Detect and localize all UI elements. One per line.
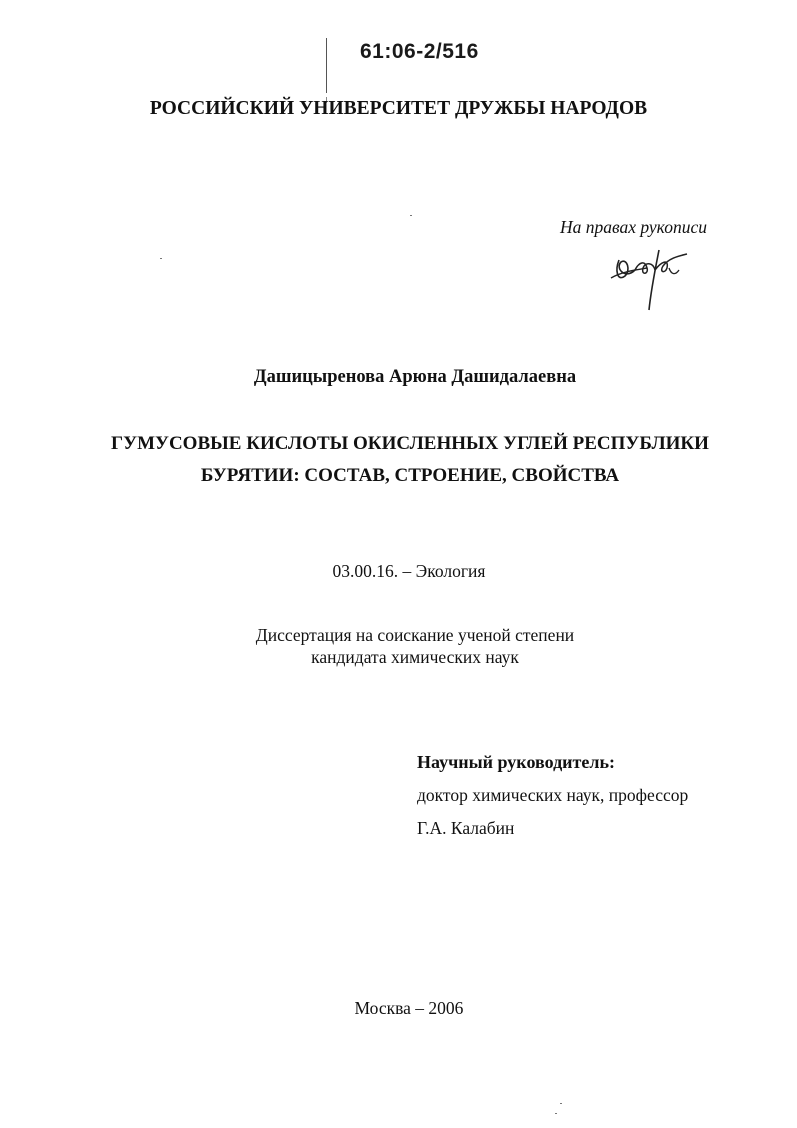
scan-speck bbox=[410, 215, 412, 216]
catalog-number: 61:06-2/516 bbox=[360, 40, 479, 63]
supervisor-name: Г.А. Калабин bbox=[417, 818, 515, 838]
scan-speck bbox=[560, 1103, 562, 1104]
scan-speck bbox=[160, 258, 162, 259]
title-line: ГУМУСОВЫЕ КИСЛОТЫ ОКИСЛЕННЫХ УГЛЕЙ РЕСПУБЛИКИ bbox=[111, 433, 709, 454]
university-name: РОССИЙСКИЙ УНИВЕРСИТЕТ ДРУЖБЫ НАРОДОВ bbox=[149, 98, 648, 119]
title-line: БУРЯТИИ: СОСТАВ, СТРОЕНИЕ, СВОЙСТВА bbox=[200, 465, 620, 486]
signature-icon bbox=[605, 240, 700, 315]
supervisor-heading: Научный руководитель: bbox=[417, 752, 615, 772]
scan-speck bbox=[555, 1113, 557, 1114]
degree-line: Диссертация на соискание ученой степени bbox=[255, 625, 575, 645]
margin-line bbox=[326, 38, 327, 93]
dissertation-title bbox=[60, 428, 760, 492]
degree-line: кандидата химических наук bbox=[311, 647, 519, 667]
supervisor-degree: доктор химических наук, профессор bbox=[417, 785, 689, 805]
author-name: Дашицыренова Арюна Дашидалаевна bbox=[253, 367, 577, 387]
degree-statement bbox=[0, 624, 797, 668]
specialty-code: 03.00.16. – Экология bbox=[332, 561, 486, 581]
author-signature bbox=[605, 240, 700, 320]
city-year: Москва – 2006 bbox=[354, 998, 464, 1018]
manuscript-rights-note: На правах рукописи bbox=[560, 217, 707, 237]
